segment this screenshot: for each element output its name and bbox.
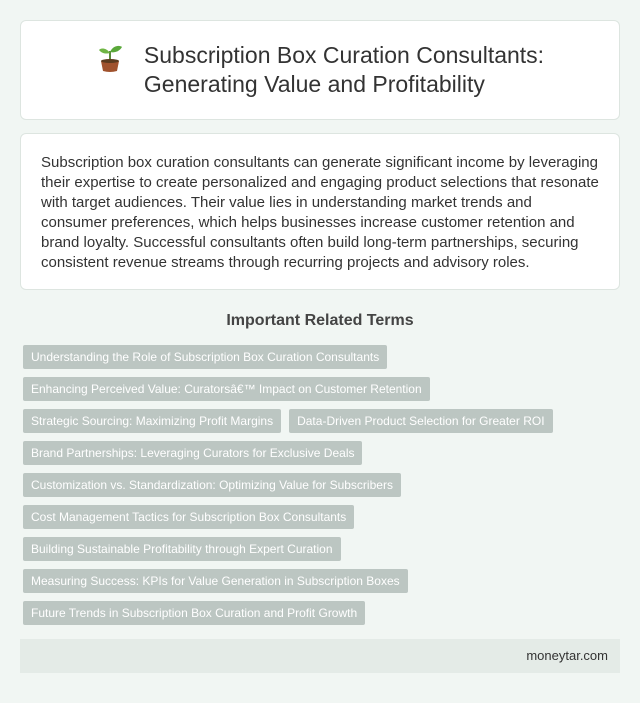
- term-tag[interactable]: Enhancing Perceived Value: Curatorsâ€™ Impact on Customer Retention: [23, 377, 430, 401]
- term-tag[interactable]: Brand Partnerships: Leveraging Curators for Exclusive Deals: [23, 441, 362, 465]
- summary-text: Subscription box curation consultants can generate significant income by leveraging their expertise to create personalized and engaging product selections that resonate with target audiences. Their value lies in understanding market trends and consumer preferences, which helps businesses increase customer retention and brand loyalty. Successful consultants often build long-term partnerships, securing consistent revenue streams through recurring projects and advisory roles.: [41, 154, 599, 271]
- term-tag[interactable]: Building Sustainable Profitability through Expert Curation: [23, 537, 341, 561]
- summary-card: [20, 133, 620, 290]
- terms-heading: Important Related Terms: [226, 312, 414, 329]
- term-tag[interactable]: Strategic Sourcing: Maximizing Profit Margins: [23, 409, 281, 433]
- term-tag[interactable]: Data-Driven Product Selection for Greater ROI: [289, 409, 552, 433]
- title-row: [96, 41, 544, 99]
- term-tag[interactable]: Future Trends in Subscription Box Curation and Profit Growth: [23, 601, 365, 625]
- tag-row: [23, 377, 623, 401]
- tag-row: [23, 537, 623, 561]
- tag-row: [23, 505, 623, 529]
- sprout-icon: [96, 43, 124, 73]
- tag-row: [23, 601, 623, 625]
- page-title: Subscription Box Curation Consultants: Generating Value and Profitability: [143, 42, 545, 97]
- term-tag[interactable]: Understanding the Role of Subscription Box Curation Consultants: [23, 345, 387, 369]
- tag-row: [23, 409, 623, 433]
- tag-row: [23, 473, 623, 497]
- tag-row: [23, 569, 623, 593]
- term-tag[interactable]: Measuring Success: KPIs for Value Generation in Subscription Boxes: [23, 569, 408, 593]
- footer: [20, 639, 620, 673]
- tag-row: [23, 345, 623, 369]
- tag-row: [23, 441, 623, 465]
- header-card: [20, 20, 620, 120]
- related-terms-list: [23, 345, 623, 633]
- term-tag[interactable]: Cost Management Tactics for Subscription Box Consultants: [23, 505, 354, 529]
- site-link[interactable]: moneytar.com: [526, 648, 608, 663]
- term-tag[interactable]: Customization vs. Standardization: Optimizing Value for Subscribers: [23, 473, 401, 497]
